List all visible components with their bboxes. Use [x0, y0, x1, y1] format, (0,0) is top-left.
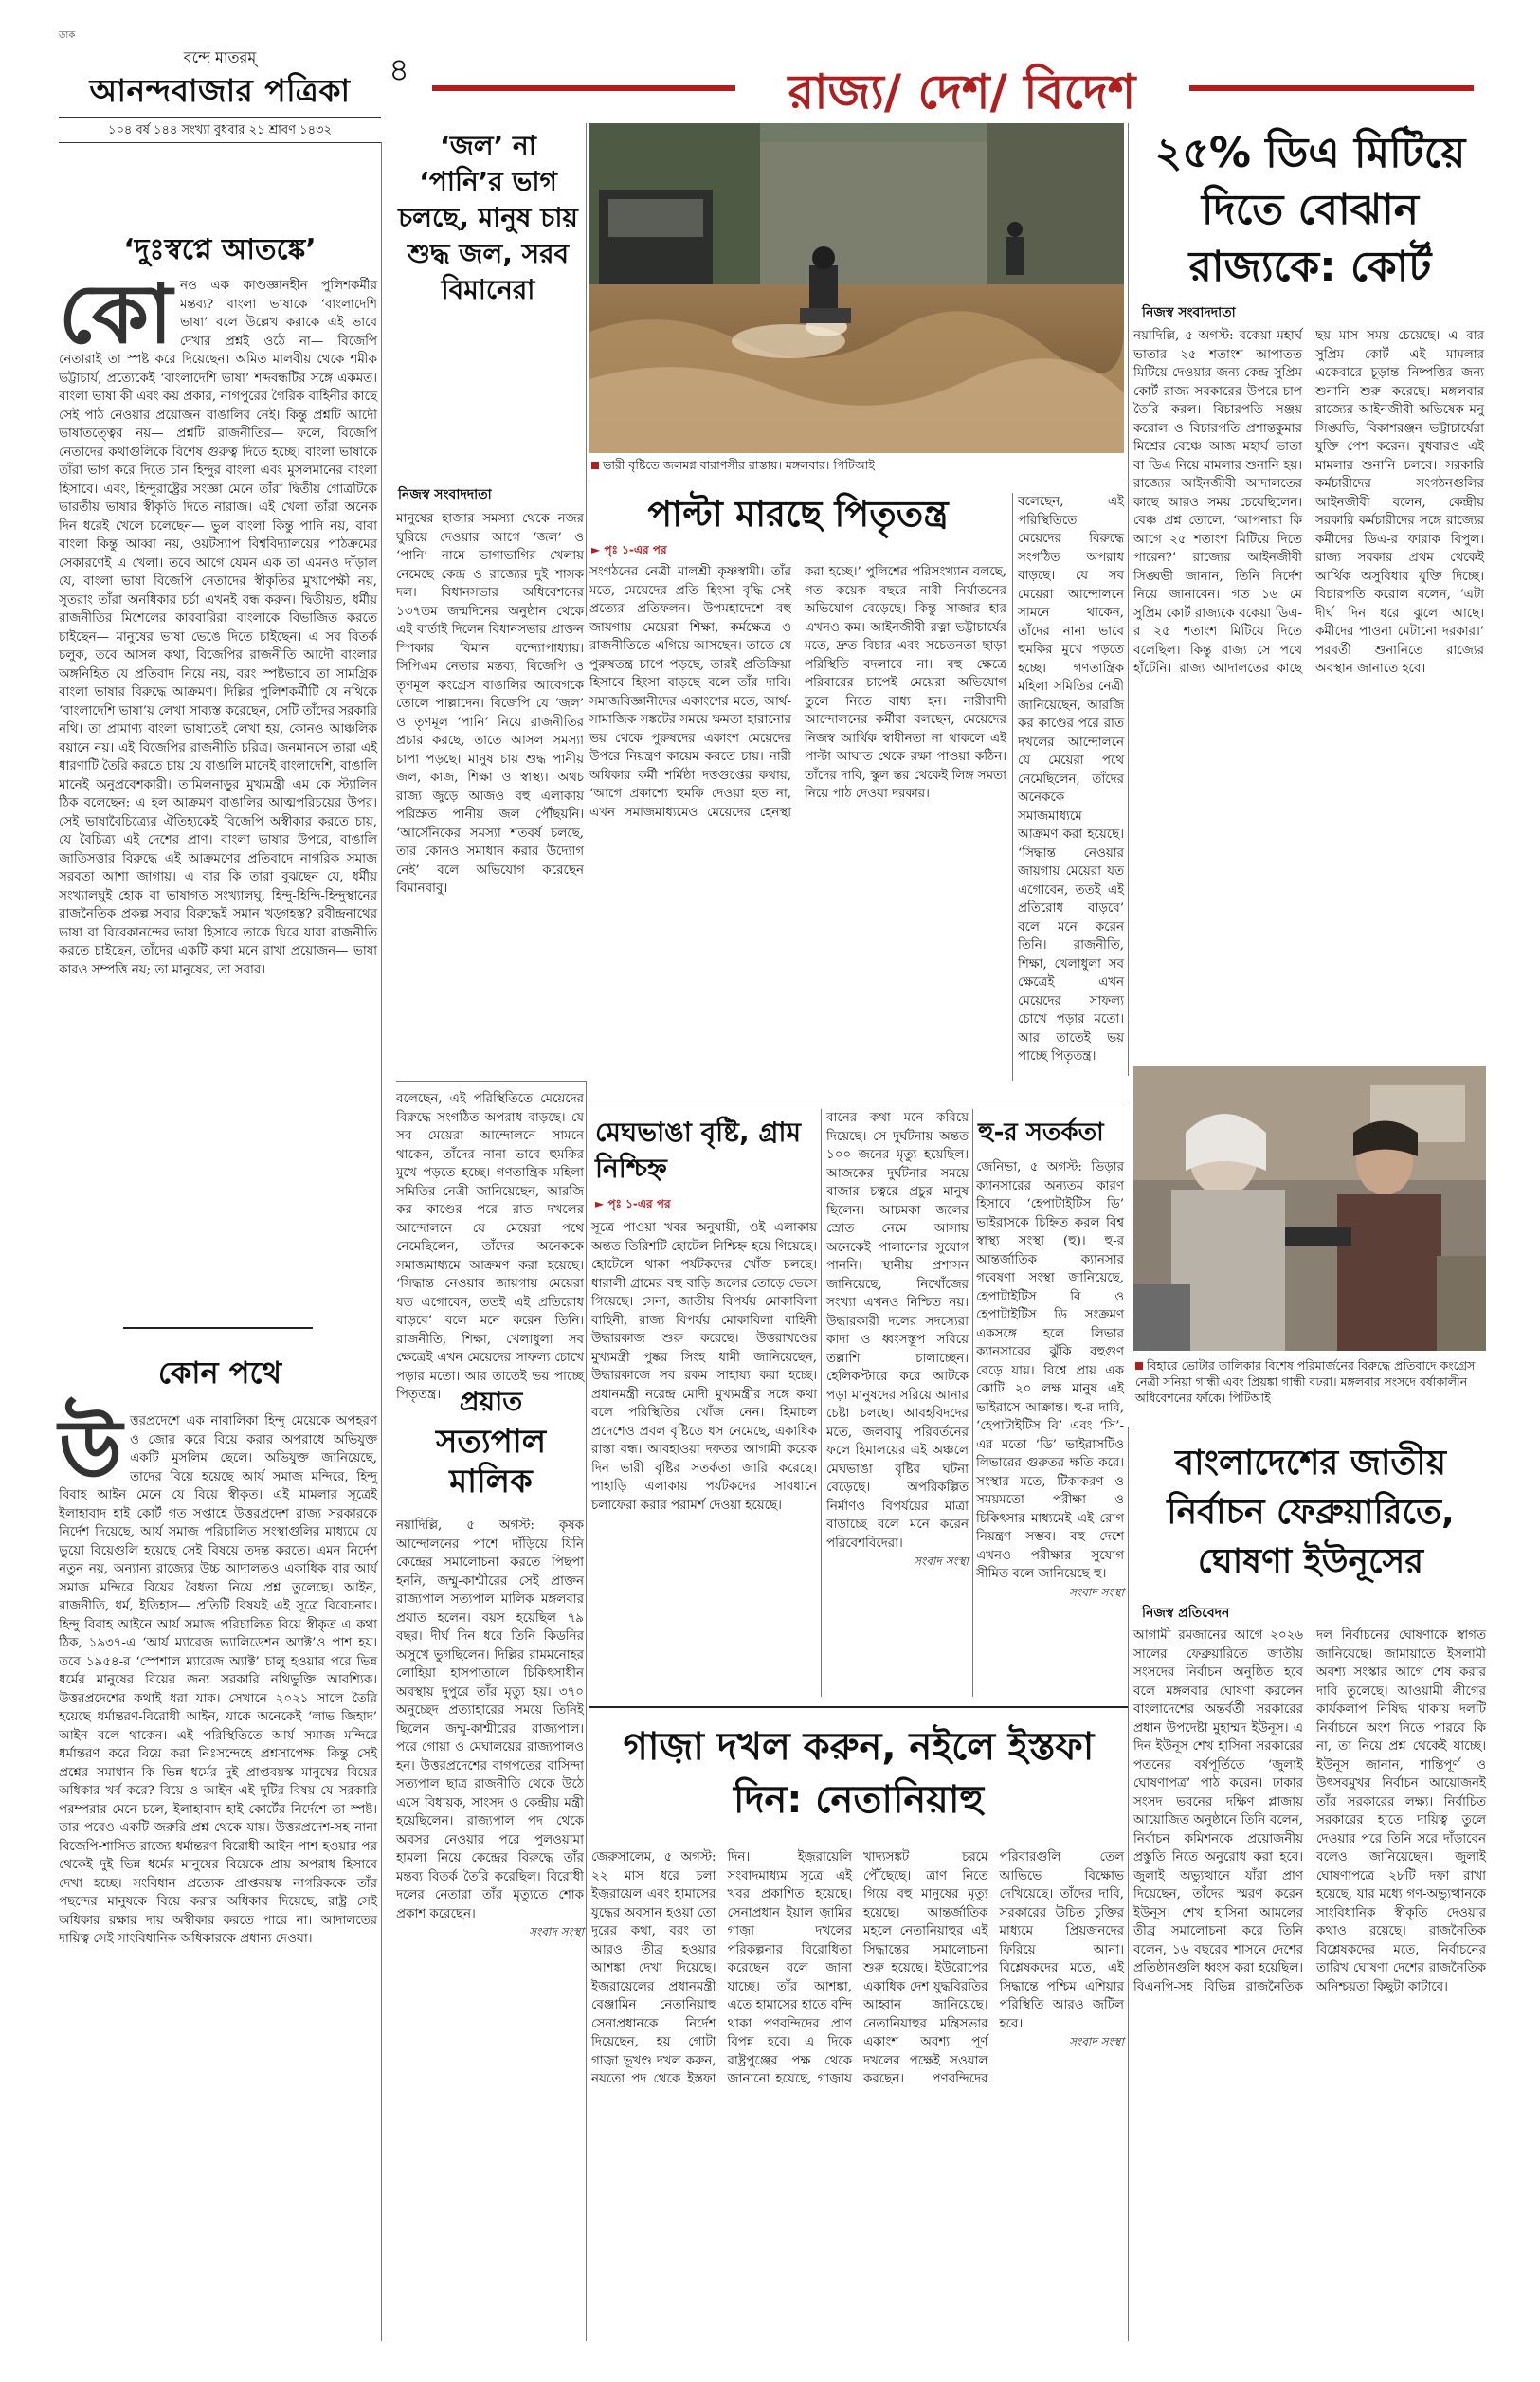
obituary-body: নয়াদিল্লি, ৫ অগস্ট: কৃষক আন্দোলনের পাশে দাঁড়িয়ে যিনি কেন্দ্রের সমালোচনা করতে পিছপা হননি, জম্মু-কাশ্মীরের সেই প্রাক্তন রাজ্যপাল সত্যপাল মালিক মঙ্গলবার প্রয়াত হলেন। বয়স হয়েছিল ৭৯ বছর। দীর্ঘ দিন ধরে তিনি কিডনির অসুখে ভুগছিলেন। দিল্লির রামমনোহর লোহিয়া হাসপাতালে চিকিৎসাধীন অবস্থায় দুপুরে তাঁর মৃত্যু হয়। ৩৭০ অনুচ্ছেদ প্রত্যাহারের সময়ে তিনিই ছিলেন জম্মু-কাশ্মীরের রাজ্যপাল। পরে গোয়া ও মেঘালয়ের রাজ্যপালও হন। উত্তরপ্রদেশের বাগপতের বাসিন্দা সত্যপাল ছাত্র রাজনীতি থেকে উঠে এসে বিধায়ক, সাংসদ ও কেন্দ্রীয় মন্ত্রী হয়েছিলেন। রাজ্যপাল পদ থেকে অবসর নেওয়ার পরে পুলওয়ামা হামলা নিয়ে কেন্দ্রের বিরুদ্ধে তাঁর মন্তব্য বিতর্ক তৈরি করেছিল। বিরোধী দলের নেতারা তাঁর মৃত্যুতে শোক প্রকাশ করেছেন। সংবাদ সংস্থা — [396, 1517, 584, 2341]
patriarchy-body-right: বলেছেন, এই পরিস্থিতিতে মেয়েদের বিরুদ্ধে সংগঠিত অপরাধ বাড়ছে। যে সব মেয়েরা আন্দোলনে সামনে থাকেন, তাঁদের নানা ভাবে হুমকির মুখে পড়তে হচ্ছে। গণতান্ত্রিক মহিলা সমিতির নেত্রী জানিয়েছেন, আরজি কর কাণ্ডের পরে রাত দখলের আন্দোলনে যে মেয়েরা পথে নেমেছিলেন, তাঁদের অনেককে সমাজমাধ্যমে আক্রমণ করা হয়েছে। ‘সিদ্ধান্ত নেওয়ার জায়গায় মেয়েরা যত এগোবেন, ততই এই প্রতিরোধ বাড়বে’ বলে মনে করেন তিনি। রাজনীতি, শিক্ষা, খেলাধুলা সব ক্ষেত্রেই এখন মেয়েদের সাফল্য চোখে পড়ার মতো। আর তাতেই ভয় পাচ্ছে পিতৃতন্ত্র। — [1018, 495, 1124, 1064]
editorial-body: কো নও এক কাণ্ডজ্ঞানহীন পুলিশকর্মীর মন্তব্য? বাংলা ভাষাকে ‘বাংলাদেশি ভাষা’ বলে উল্লেখ করাকে এই ভাবে দেখার প্রশ্নই ওঠে না— বিজেপি নেতারাই তা স্পষ্ট করে দিয়েছেন। অমিত মালবীয় থেকে শমীক ভট্টাচার্য, প্রত্যেকেই ‘বাংলাদেশি ভাষা’ শব্দবন্ধটির সঙ্গে একমত। বাংলা ভাষা কী এবং কয় প্রকার, নাগপুরের গৈরিক বাহিনীর কাছে সেই পাঠ নেওয়ার প্রয়োজন বাঙালির নেই। কিন্তু প্রশ্নটি আদৌ ভাষাতত্ত্বের নয়— প্রশ্নটি রাজনীতির— ফলে, বিজেপি নেতাদের কথাগুলিকে বিশেষ গুরুত্ব দিতে হচ্ছে। বাংলা ভাষাকে তাঁরা ভাগ করে দিতে চান হিন্দুর বাংলা এবং মুসলমানের বাংলা হিসাবে। এবং, হিন্দুরাষ্ট্রের সংজ্ঞা মেনে তাঁরা দ্বিতীয় গোত্রটিকে ভারতীয় ভাষার স্বীকৃতি দিতে নারাজ। এই খেলা তাঁরা অনেক দিন ধরেই খেলে চলেছেন— ভুল বাংলা কিন্তু পানি নয়, বাবা বাংলা কিন্তু আব্বা নয়, ওয়টস্যাপ বিশ্ববিদ্যালয়ের পাঠক্রমের সেকারণেই এ খেলা। তবে আগে যেমন এক তা এমনও দাঁড়াল যে, বাংলা ভাষা বিজেপি নেতাদের স্বীকৃতির মুখাপেক্ষী নয়, সুতরাং তাঁরা অনধিকার চর্চা এখনই বন্ধ করুন। দ্বিতীয়ত, ধর্মীয় রাজনীতির মিশেলের কারবারিরা বাংলাকে বিভাজিত করতে চাইছেন— মানুষের ভাষা ভেঙে দিতে চাইছেন। এ সব বিতর্ক চলুক, তবে আসল কথা, বিজেপির রাজনীতি আদৌ বাংলার অঙ্গনিহিত যে প্রতিবাদ নিয়ে নয়, বরং স্পষ্টভাবে তা সামগ্রিক বাংলা ভাষার বিরুদ্ধে আক্রমণ। দিল্লির পুলিশকর্মীটি যে নথিকে ‘বাংলাদেশি ভাষা’য় লেখা সাব্যস্ত করেছেন, সেটি তাঁদের সরকারি নথি। তা প্রামাণ্য বাংলা ভাষাতেই লেখা হয়, কোনও আঞ্চলিক বয়ানে নয়। এই বিজেপির রাজনীতি চরিত্র। জনমানসে তারা এই ধারণাটি তৈরি করতে চায় যে বাঙালি মানেই বাংলাদেশি, বাঙালি মানেই অনুপ্রবেশকারী। তামিলনাড়ুর মুখ্যমন্ত্রী এম কে স্ট্যালিন ঠিক বলেছেন: এ হল আক্রমণ বাঙালির আত্মপরিচয়ের উপর। সেই ভাষাবৈচিত্র্যের ঐতিহ্যকেই বিজেপি অস্বীকার করতে চায়, যে বৈচিত্র্য এই দেশের প্রাণ। বাংলা ভাষার উপরে, বাঙালি জাতিসত্তার বিরুদ্ধে এই আক্রমণের প্রতিবাদে নাগরিক সমাজ সরবতা আশা জাগায়। এ বার কি তারা বুঝছেন যে, ধর্মীয় সংখ্যালঘুই হোক বা ভাষাগত সংখ্যালঘু, হিন্দু-হিন্দি-হিন্দুস্থানের রাজনৈতিক প্রকল্প সবার বিরুদ্ধেই সমান খড়্গহস্ত? রবীন্দ্রনাথের ভাষা বা বিবেকানন্দের ভাষা হিসাবে তাকে ঘিরে যারা রাজনীতি করতে চাইছেন, তাঁদের একটি কথা মনে রাখা প্রয়োজন— ভাষা কারও সম্পত্তি নয়; তা মানুষের, তা সবার। — [59, 266, 377, 977]
bangladesh-body: আগামী রমজানের আগে ২০২৬ সালের ফেব্রুয়ারিতে জাতীয় সংসদের নির্বাচন অনুষ্ঠিত হবে বলে মঙ্গলবার ঘোষণা করলেন বাংলাদেশের অন্তর্বর্তী সরকারের প্রধান উপদেষ্টা মুহাম্মদ ইউনূস। এ দিন ইউনূস শেখ হাসিনা সরকারের পতনের বর্ষপূর্তিতে ‘জুলাই ঘোষণাপত্র’ পাঠ করেন। ঢাকার সংসদ ভবনের দক্ষিণ প্লাজায় আয়োজিত অনুষ্ঠানে তিনি বলেন, নির্বাচন কমিশনকে প্রয়োজনীয় প্রস্তুতি নিতে অনুরোধ করা হবে। জুলাই অভ্যুত্থানে যাঁরা প্রাণ দিয়েছেন, তাঁদের স্মরণ করেন ইউনূস। শেখ হাসিনা আমলের তীব্র সমালোচনা করে তিনি বলেন, ১৬ বছরের শাসনে দেশের প্রতিষ্ঠানগুলি ধ্বংস করা হয়েছিল। বিএনপি-সহ বিভিন্ন রাজনৈতিক দল নির্বাচনের ঘোষণাকে স্বাগত জানিয়েছে। জামায়াতে ইসলামী অবশ্য সংস্কার আগে শেষ করার দাবি তুলেছে। আওয়ামী লীগের কার্যকলাপ নিষিদ্ধ থাকায় দলটি নির্বাচনে অংশ নিতে পারবে কি না, তা নিয়ে প্রশ্ন থেকেই যাচ্ছে। ইউনূস জানান, শান্তিপূর্ণ ও উৎসবমুখর নির্বাচন আয়োজনই তাঁর সরকারের লক্ষ্য। নির্বাচিত সরকারের হাতে দায়িত্ব তুলে দেওয়ার পরে তিনি সরে দাঁড়াবেন বলেও জানিয়েছেন। জুলাই ঘোষণাপত্রে ২৮টি দফা রাখা হয়েছে, যার মধ্যে গণ-অভ্যুত্থানকে সাংবিধানিক স্বীকৃতি দেওয়ার কথাও রয়েছে। রাজনৈতিক বিশ্লেষকদের মতে, নির্বাচনের তারিখ ঘোষণা দেশের রাজনৈতিক অনিশ্চয়তা কিছুটা কাটাবে। — [1133, 1628, 1486, 1994]
obituary-label: প্রয়াত — [459, 1386, 523, 1417]
obituary-name: সত্যপাল মালিক — [435, 1423, 547, 1500]
editorial2-dropcap: উ — [59, 1402, 122, 1498]
cloudburst-continued: ► পৃঃ ১-এর পর — [595, 1197, 671, 1210]
edition-line: ১০৪ বর্ষ ১৪৪ সংখ্যা বুধবার ২১ শ্রাবণ ১৪৩২ — [108, 123, 332, 137]
jal-pani-body-cont: বলেছেন, এই পরিস্থিতিতে মেয়েদের বিরুদ্ধে সংগঠিত অপরাধ বাড়ছে। যে সব মেয়েরা আন্দোলনে সামনে থাকেন, তাঁদের নানা ভাবে হুমকির মুখে পড়তে হচ্ছে। গণতান্ত্রিক মহিলা সমিতির নেত্রী জানিয়েছেন, আরজি কর কাণ্ডের পরে রাত দখলের আন্দোলনে যে মেয়েরা পথে নেমেছিলেন, তাঁদের অনেককে সমাজমাধ্যমে আক্রমণ করা হয়েছে। ‘সিদ্ধান্ত নেওয়ার জায়গায় মেয়েরা যত এগোবেন, ততই এই প্রতিরোধ বাড়বে’ বলে মনে করেন তিনি। রাজনীতি, শিক্ষা, খেলাধুলা সব ক্ষেত্রেই এখন মেয়েদের সাফল্য চোখে পড়ার মতো। আর তাতেই ভয় পাচ্ছে পিতৃতন্ত্র। — [396, 1092, 584, 1402]
congress-leaders-photo-image — [1133, 1066, 1486, 1351]
cloudburst-body: সূত্রে পাওয়া খবর অনুযায়ী, ওই এলাকায় অন্তত তিরিশটি হোটেল নিশ্চিহ্ন হয়ে গিয়েছে। হোটেলে থাকা পর্যটকদের খোঁজ চলছে। ধারালী গ্রামের বহু বাড়ি জলের তোড়ে ভেসে গিয়েছে। সেনা, জাতীয় বিপর্যয় মোকাবিলা বাহিনী, রাজ্য বিপর্যয় মোকাবিলা বাহিনী উদ্ধারকাজ শুরু করেছে। উত্তরাখণ্ডের মুখ্যমন্ত্রী পুষ্কর সিংহ ধামী জানিয়েছেন, উদ্ধারকাজে সব রকম সাহায্য করা হচ্ছে। প্রধানমন্ত্রী নরেন্দ্র মোদী মুখ্যমন্ত্রীর সঙ্গে কথা বলে পরিস্থিতির খোঁজ নেন। হিমাচল প্রদেশেও প্রবল বৃষ্টিতে ধস নেমেছে, একাধিক রাস্তা বন্ধ। আবহাওয়া দফতর আগামী কয়েক দিন ভারী বৃষ্টির সতর্কতা জারি করেছে। পাহাড়ি এলাকায় পর্যটকদের সাবধানে চলাফেরা করার পরামর্শ দেওয়া হয়েছে। — [591, 1221, 817, 1513]
flood-photo-image — [589, 123, 1124, 453]
gaza-body: জেরুসালেম, ৫ অগস্ট: ২২ মাস ধরে চলা ইজ়রায়েল এবং হামাসের যুদ্ধের অবসান হওয়া তো দূরের কথা, বরং তা আরও তীব্র হওয়ার আশঙ্কা দেখা দিয়েছে। ইজ়রায়েলের প্রধানমন্ত্রী বেঞ্জামিন নেতানিয়াহু সেনাপ্রধানকে নির্দেশ দিয়েছেন, হয় গোটা গাজ়া ভূখণ্ড দখল করুন, নয়তো পদ থেকে ইস্তফা দিন। ইজ়রায়েলি সংবাদমাধ্যম সূত্রে এই খবর প্রকাশিত হয়েছে। সেনাপ্রধান ইয়াল জ়ামির গাজ়া দখলের পরিকল্পনার বিরোধিতা করেছেন বলে জানা যাচ্ছে। তাঁর আশঙ্কা, এতে হামাসের হাতে বন্দি থাকা পণবন্দিদের প্রাণ বিপন্ন হবে। এ দিকে রাষ্ট্রপুঞ্জের পক্ষ থেকে জানানো হয়েছে, গাজ়ায় খাদ্যসঙ্কট চরমে পৌঁছেছে। ত্রাণ নিতে গিয়ে বহু মানুষের মৃত্যু হয়েছে। আন্তর্জাতিক মহলে নেতানিয়াহুর এই সিদ্ধান্তের সমালোচনা শুরু হয়েছে। ইউরোপের একাধিক দেশ যুদ্ধবিরতির আহ্বান জানিয়েছে। নেতানিয়াহুর মন্ত্রিসভার একাংশ অবশ্য পূর্ণ দখলের পক্ষেই সওয়াল করছেন। পণবন্দিদের পরিবারগুলি তেল আভিভে বিক্ষোভ দেখিয়েছে। তাঁদের দাবি, সরকারের উচিত চুক্তির মাধ্যমে প্রিয়জনদের ফিরিয়ে আনা। বিশ্লেষকদের মতে, এই সিদ্ধান্তে পশ্চিম এশিয়ার পরিস্থিতি আরও জটিল হবে। সংবাদ সংস্থা — [591, 1850, 1124, 2086]
continued-arrow-icon: ► — [595, 1197, 608, 1210]
congress-leaders-photo — [1133, 1066, 1486, 1351]
cloudburst-source: সংবাদ সংস্থা — [914, 1555, 969, 1568]
caption-marker-icon — [591, 462, 599, 469]
obituary-source: সংবাদ সংস্থা — [529, 1925, 584, 1938]
editorial2-body: উ ত্তরপ্রদেশে এক নাবালিকা হিন্দু মেয়েকে অপহরণ ও জোর করে বিয়ে করার অপরাধে অভিযুক্ত একটি মুসলিম ছেলে। অভিযুক্ত জানিয়েছে, তাদের বিয়ে হয়েছে আর্য সমাজ মন্দিরে, হিন্দু বিবাহ আইন মেনে যে বিয়ে স্বীকৃত। এই মামলার সূত্রেই ইলাহাবাদ হাই কোর্ট গত সপ্তাহে উত্তরপ্রদেশ রাজ্য সরকারকে নির্দেশ দিয়েছে, আর্য সমাজ পরিচালিত সংস্থাগুলির মাধ্যমে যে ভুয়ো বিয়েগুলি হয়েছে সেই বিষয়ে তদন্ত করতে। এমন নির্দেশ নতুন নয়, অন্যান্য রাজ্যের উচ্চ আদালতও একাধিক বার আর্য সমাজ মন্দিরে বিয়ের বৈধতা নিয়ে প্রশ্ন তুলেছে। আইন, রাজনীতি, ধর্ম, ইতিহাস— প্রতিটি বিষয়ই এই সূত্রে বিবেচনার। হিন্দু বিবাহ আইনে আর্য সমাজ পরিচালিত বিয়ে স্বীকৃত এ কথা ঠিক, ১৯৩৭-এ ‘আর্য ম্যারেজ ভ্যালিডেশন অ্যাক্ট’ও পাশ হয়। তবে ১৯৫৪-র ‘স্পেশাল ম্যারেজ অ্যাক্ট’ চালু হওয়ার পরে ভিন্ন ধর্মের মানুষের বিয়ের জন্য সরকারি নথিভুক্তি আবশ্যিক। উত্তরপ্রদেশের কথাই ধরা যাক। সেখানে ২০২১ সালে তৈরি হয়েছে ধর্মান্তরণ-বিরোধী আইন, যাকে অনেকেই ‘লাভ জিহাদ’ আইন বলে থাকেন। এই পরিস্থিতিতে আর্য সমাজ মন্দিরে ধর্মান্তরণ করে বিয়ে করা নিঃসন্দেহে প্রশ্নসাপেক্ষ। কিন্তু সেই প্রশ্নের সমাধান কি ভিন্ন ধর্মের দুই প্রাপ্তবয়স্ক মানুষের বিয়ের অধিকার খর্ব করে? বিয়ে ও আইন এই দুটির বিষয় যে সরকারি পরম্পরার মেনে চলে, ইলাহাবাদ হাই কোর্টের নির্দেশে তা স্পষ্ট। তার পরেও একটি জরুরি প্রশ্ন থেকে যায়। উত্তরপ্রদেশ-সহ নানা বিজেপি-শাসিত রাজ্যে ধর্মান্তরণ বিরোধী আইন পাশ হওয়ার পর থেকেই দুই ভিন্ন ধর্মের মানুষের বিয়েকে প্রায় অপরাধ হিসাবে দেখা হচ্ছে। সংবিধান প্রত্যেক প্রাপ্তবয়স্ক নাগরিককে তাঁর পছন্দের মানুষকে বিয়ে করার অধিকার দিয়েছে, রাষ্ট্র সেই অধিকার রক্ষার দায় অস্বীকার করতে পারে না। আদালতের দায়িত্ব সেই সাংবিধানিক অধিকারকে প্রধান্য দেওয়া। — [59, 1402, 377, 1946]
flood-photo-caption: ভারী বৃষ্টিতে জলমগ্ন বারাণসীর রাস্তায়। মঙ্গলবার। পিটিআই — [591, 457, 1122, 473]
flood-photo — [589, 123, 1124, 453]
gaza-headline: গাজ়া দখল করুন, নইলে ইস্তফা দিন: নেতানিয়াহু — [623, 1725, 1095, 1822]
who-headline: হু-র সতর্কতা — [978, 1118, 1104, 1147]
patriarchy-continued: ► পৃঃ ১-এর পর — [591, 543, 667, 556]
jal-pani-headline: ‘জল’ না ‘পানি’র ভাগ চলছে, মানুষ চায় শুদ্ধ জল, সরব বিমানেরা — [398, 130, 578, 305]
who-source: সংবাদ সংস্থা — [1069, 1585, 1124, 1599]
gaza-source: সংবাদ সংস্থা — [1069, 2035, 1124, 2048]
who-body: জেনিভা, ৫ অগস্ট: ভিড়ার ক্যানসারের অন্যতম কারণ হিসাবে ‘হেপাটাইটিস ডি’ ভাইরাসকে চিহ্নিত করল বিশ্ব স্বাস্থ্য সংস্থা (হু)। হু-র আন্তর্জাতিক ক্যানসার গবেষণা সংস্থা জানিয়েছে, হেপাটাইটিস বি ও হেপাটাইটিস ডি সংক্রমণ একসঙ্গে হলে লিভার ক্যানসারের ঝুঁকি বহুগুণ বেড়ে যায়। বিশ্বে প্রায় এক কোটি ২০ লক্ষ মানুষ এই ভাইরাসে আক্রান্ত। হু-র দাবি, ‘হেপাটাইটিস বি’ এবং ‘সি’-এর মতো ‘ডি’ ভাইরাসটিও লিভারের গুরুতর ক্ষতি করে। সংস্থার মতে, টিকাকরণ ও সময়মতো পরীক্ষা ও চিকিৎসার মাধ্যমেই এই রোগ নিয়ন্ত্রণ সম্ভব। বহু দেশে এখনও পরীক্ষার সুযোগ সীমিত বলে জানিয়েছে হু। সংবাদ সংস্থা — [976, 1158, 1124, 1689]
editorial2-headline: কোন পথে — [157, 1355, 282, 1391]
jal-pani-byline: নিজস্ব সংবাদদাতা — [398, 487, 492, 502]
patriarchy-headline: পাল্টা মারছে পিতৃতন্ত্র — [647, 493, 949, 535]
section-rule-left — [432, 85, 735, 91]
bangladesh-byline: নিজস্ব প্রতিবেদন — [1142, 1606, 1230, 1621]
jal-pani-body: মানুষের হাজার সমস্যা থেকে নজর ঘুরিয়ে দেওয়ার আগে ‘জল’ ও ‘পানি’ নামে ভাগাভাগির খেলায় নেমেছে কেন্দ্র ও রাজ্যের দুই শাসক দল। বিধানসভার অধিবেশনের ১৩৭তম জন্মদিনের অনুষ্ঠান থেকে এই বার্তাই দিলেন বিধানসভার প্রাক্তন স্পিকার বিমান বন্দ্যোপাধ্যায়। সিপিএম নেতার মন্তব্য, বিজেপি ও তৃণমূল কংগ্রেস বাঙালির আবেগকে তোলে পাল্লাদেন। বিজেপি যে ‘জল’ ও তৃণমূল ‘পানি’ নিয়ে রাজনীতির প্রচার করছে, তাতে আসল সমস্যা চাপা পড়ছে। মানুষ চায় শুদ্ধ পানীয় জল, কাজ, শিক্ষা ও স্বাস্থ্য। অথচ রাজ্য জুড়ে আজও বহু এলাকায় পরিস্রুত পানীয় জল পৌঁছয়নি। ‘আর্সেনিকের সমস্যা শতবর্ষ চলছে, তার কোনও সমাধান করার উদ্যোগ নেই’ বলে অভিযোগ করেছেন বিমানবাবু। — [396, 512, 584, 896]
cloudburst-body-cont: বানের কথা মনে করিয়ে দিয়েছে। সে দুর্ঘটনায় অন্তত ১০০ জনের মৃত্যু হয়েছিল। আজকের দুর্ঘটনার সময়ে বাজার চত্বরে প্রচুর মানুষ ছিলেন। আচমকা জলের স্রোত নেমে আসায় অনেকেই পালানোর সুযোগ পাননি। স্থানীয় প্রশাসন জানিয়েছে, নিখোঁজের সংখ্যা এখনও নিশ্চিত নয়। উদ্ধারকারী দলের সদস্যেরা কাদা ও ধ্বংসস্তূপ সরিয়ে তল্লাশি চালাচ্ছেন। হেলিকপ্টারে করে আটকে পড়া মানুষদের সরিয়ে আনার চেষ্টা চলছে। আবহবিদদের মতে, জলবায়ু পরিবর্তনের ফলে হিমালয়ের এই অঞ্চলে মেঘভাঙা বৃষ্টির ঘটনা বেড়েছে। অপরিকল্পিত নির্মাণও বিপর্যয়ের মাত্রা বাড়াচ্ছে বলে মনে করেন পরিবেশবিদেরা। সংবাদ সংস্থা — [826, 1109, 969, 1697]
caption-marker-icon — [1135, 1362, 1143, 1370]
slogan: বন্দে মাতরম্ — [183, 48, 257, 66]
section-title: রাজ্য/ দেশ/ বিদেশ — [788, 64, 1136, 119]
corner-mark: ডাক — [59, 30, 76, 41]
cloudburst-headline: মেঘভাঙা বৃষ্টি, গ্রাম নিশ্চিহ্ন — [595, 1117, 801, 1184]
editorial-dropcap: কো — [59, 266, 172, 362]
section-rule-right — [1189, 85, 1474, 91]
page-number: ৪ — [389, 51, 410, 89]
masthead-logo: আনন্দবাজার পত্রিকা — [89, 72, 351, 109]
patriarchy-body-left: সংগঠনের নেত্রী মালশ্রী কৃষ্ণস্বামী। তাঁর মতে, মেয়েদের প্রতি হিংসা বৃদ্ধি সেই প্রত্যের প্রতিফলন। উপমহাদেশে বহু জায়গায় মেয়েরা শিক্ষা, কর্মক্ষেত্র ও রাজনীতিতে এগিয়ে আসছেন। তাতে যে পুরুষতন্ত্র চাপে পড়ছে, তারই প্রতিক্রিয়া হিসাবে হিংসা বাড়ছে বলে তাঁর দাবি। সমাজবিজ্ঞানীদের একাংশের মতে, আর্থ-সামাজিক সঙ্কটের সময়ে ক্ষমতা হারানোর ভয় থেকে পুরুষদের একাংশ মেয়েদের উপরে নিয়ন্ত্রণ কায়েম করতে চায়। নারী অধিকার কর্মী শর্মিষ্ঠা দত্তগুপ্তের কথায়, ‘আগে প্রকাশ্যে হুমকি দেওয়া হত না, এখন সমাজমাধ্যমেও মেয়েদের হেনস্থা করা হচ্ছে।’ পুলিশের পরিসংখ্যান বলছে, গত কয়েক বছরে নারী নির্যাতনের অভিযোগ বেড়েছে। কিন্তু সাজার হার এখনও কম। আইনজীবী রত্না ভট্টাচার্যের মতে, দ্রুত বিচার এবং সচেতনতা ছাড়া পরিস্থিতি বদলাবে না। বহু ক্ষেত্রে পরিবারের চাপেই মেয়েরা অভিযোগ তুলে নিতে বাধ্য হন। নারীবাদী আন্দোলনের কর্মীরা বলছেন, মেয়েদের নিজস্ব আর্থিক স্বাধীনতা না থাকলে এই পাল্টা আঘাত থেকে রক্ষা পাওয়া কঠিন। তাঁদের দাবি, স্কুল স্তর থেকেই লিঙ্গ সমতা নিয়ে পাঠ দেওয়া দরকার। — [589, 565, 1006, 820]
continued-arrow-icon: ► — [591, 543, 605, 556]
bangladesh-headline: বাংলাদেশের জাতীয় নির্বাচন ফেব্রুয়ারিতে, ঘোষণা ইউনূসের — [1167, 1444, 1455, 1581]
editorial-headline: ‘দুঃস্বপ্নে আতঙ্কে’ — [123, 233, 317, 266]
congress-photo-caption: বিহারে ভোটার তালিকার বিশেষ পরিমার্জনের বিরুদ্ধে প্রতিবাদে কংগ্রেস নেত্রী সনিয়া গান্ধী এবং প্রিয়ঙ্কা গান্ধী বঢরা। মঙ্গলবার সংসদে বর্ষাকালীন অধিবেশনের ফাঁকে। পিটিআই — [1135, 1358, 1476, 1405]
da-headline: ২৫% ডিএ মিটিয়ে দিতে বোঝান রাজ্যকে: কোর্ট — [1154, 129, 1466, 291]
da-byline: নিজস্ব সংবাদদাতা — [1142, 305, 1236, 320]
da-body: নয়াদিল্লি, ৫ অগস্ট: বকেয়া মহার্ঘ ভাতার ২৫ শতাংশ আপাতত মিটিয়ে দেওয়ার জন্য কেন্দ্র সুপ্রিম কোর্ট রাজ্য সরকারের উপরে চাপ তৈরি করল। বিচারপতি সঞ্জয় করোল ও বিচারপতি প্রশান্তকুমার মিশ্রের বেঞ্চে আজ মহার্ঘ ভাতা বা ডিএ নিয়ে মামলার শুনানি হয়। রাজ্যের আইনজীবী আদালতের কাছে আরও সময় চেয়েছিলেন। বেঞ্চ প্রশ্ন তোলে, ‘আপনারা কি আগে ২৫ শতাংশ মিটিয়ে দিতে পারেন?’ রাজ্যের আইনজীবী সিঙ্ঘভী জানান, তিনি নির্দেশ নিয়ে জানাবেন। গত ১৬ মে সুপ্রিম কোর্ট রাজ্যকে বকেয়া ডিএ-র ২৫ শতাংশ মিটিয়ে দিতে বলেছিল। কিন্তু রাজ্য সে পথে হাঁটেনি। রাজ্য আদালতের কাছে ছয় মাস সময় চেয়েছে। এ বার সুপ্রিম কোর্ট এই মামলার একেবারে চূড়ান্ত নিষ্পত্তির জন্য শুনানি শুরু করেছে। মঙ্গলবার রাজ্যের আইনজীবী অভিষেক মনু সিঙ্ঘভি, বিকাশরঞ্জন ভট্টাচার্যেরা যুক্তি পেশ করেন। বুধবারও এই মামলার শুনানি চলবে। সরকারি কর্মচারীদের সংগঠনগুলির আইনজীবী বলেন, কেন্দ্রীয় সরকারি কর্মচারীদের সঙ্গে রাজ্যের কর্মীদের ডিএ-র ফারাক বিপুল। রাজ্য সরকার প্রথম থেকেই আর্থিক অসুবিধার যুক্তি দিচ্ছে। বিচারপতি করোল বলেন, ‘এটা দীর্ঘ দিন ধরে ঝুলে আছে। কর্মীদের পাওনা মেটানো দরকার।’ পরবর্তী শুনানিতে রাজ্যের অবস্থান জানাতে হবে। — [1133, 329, 1484, 676]
